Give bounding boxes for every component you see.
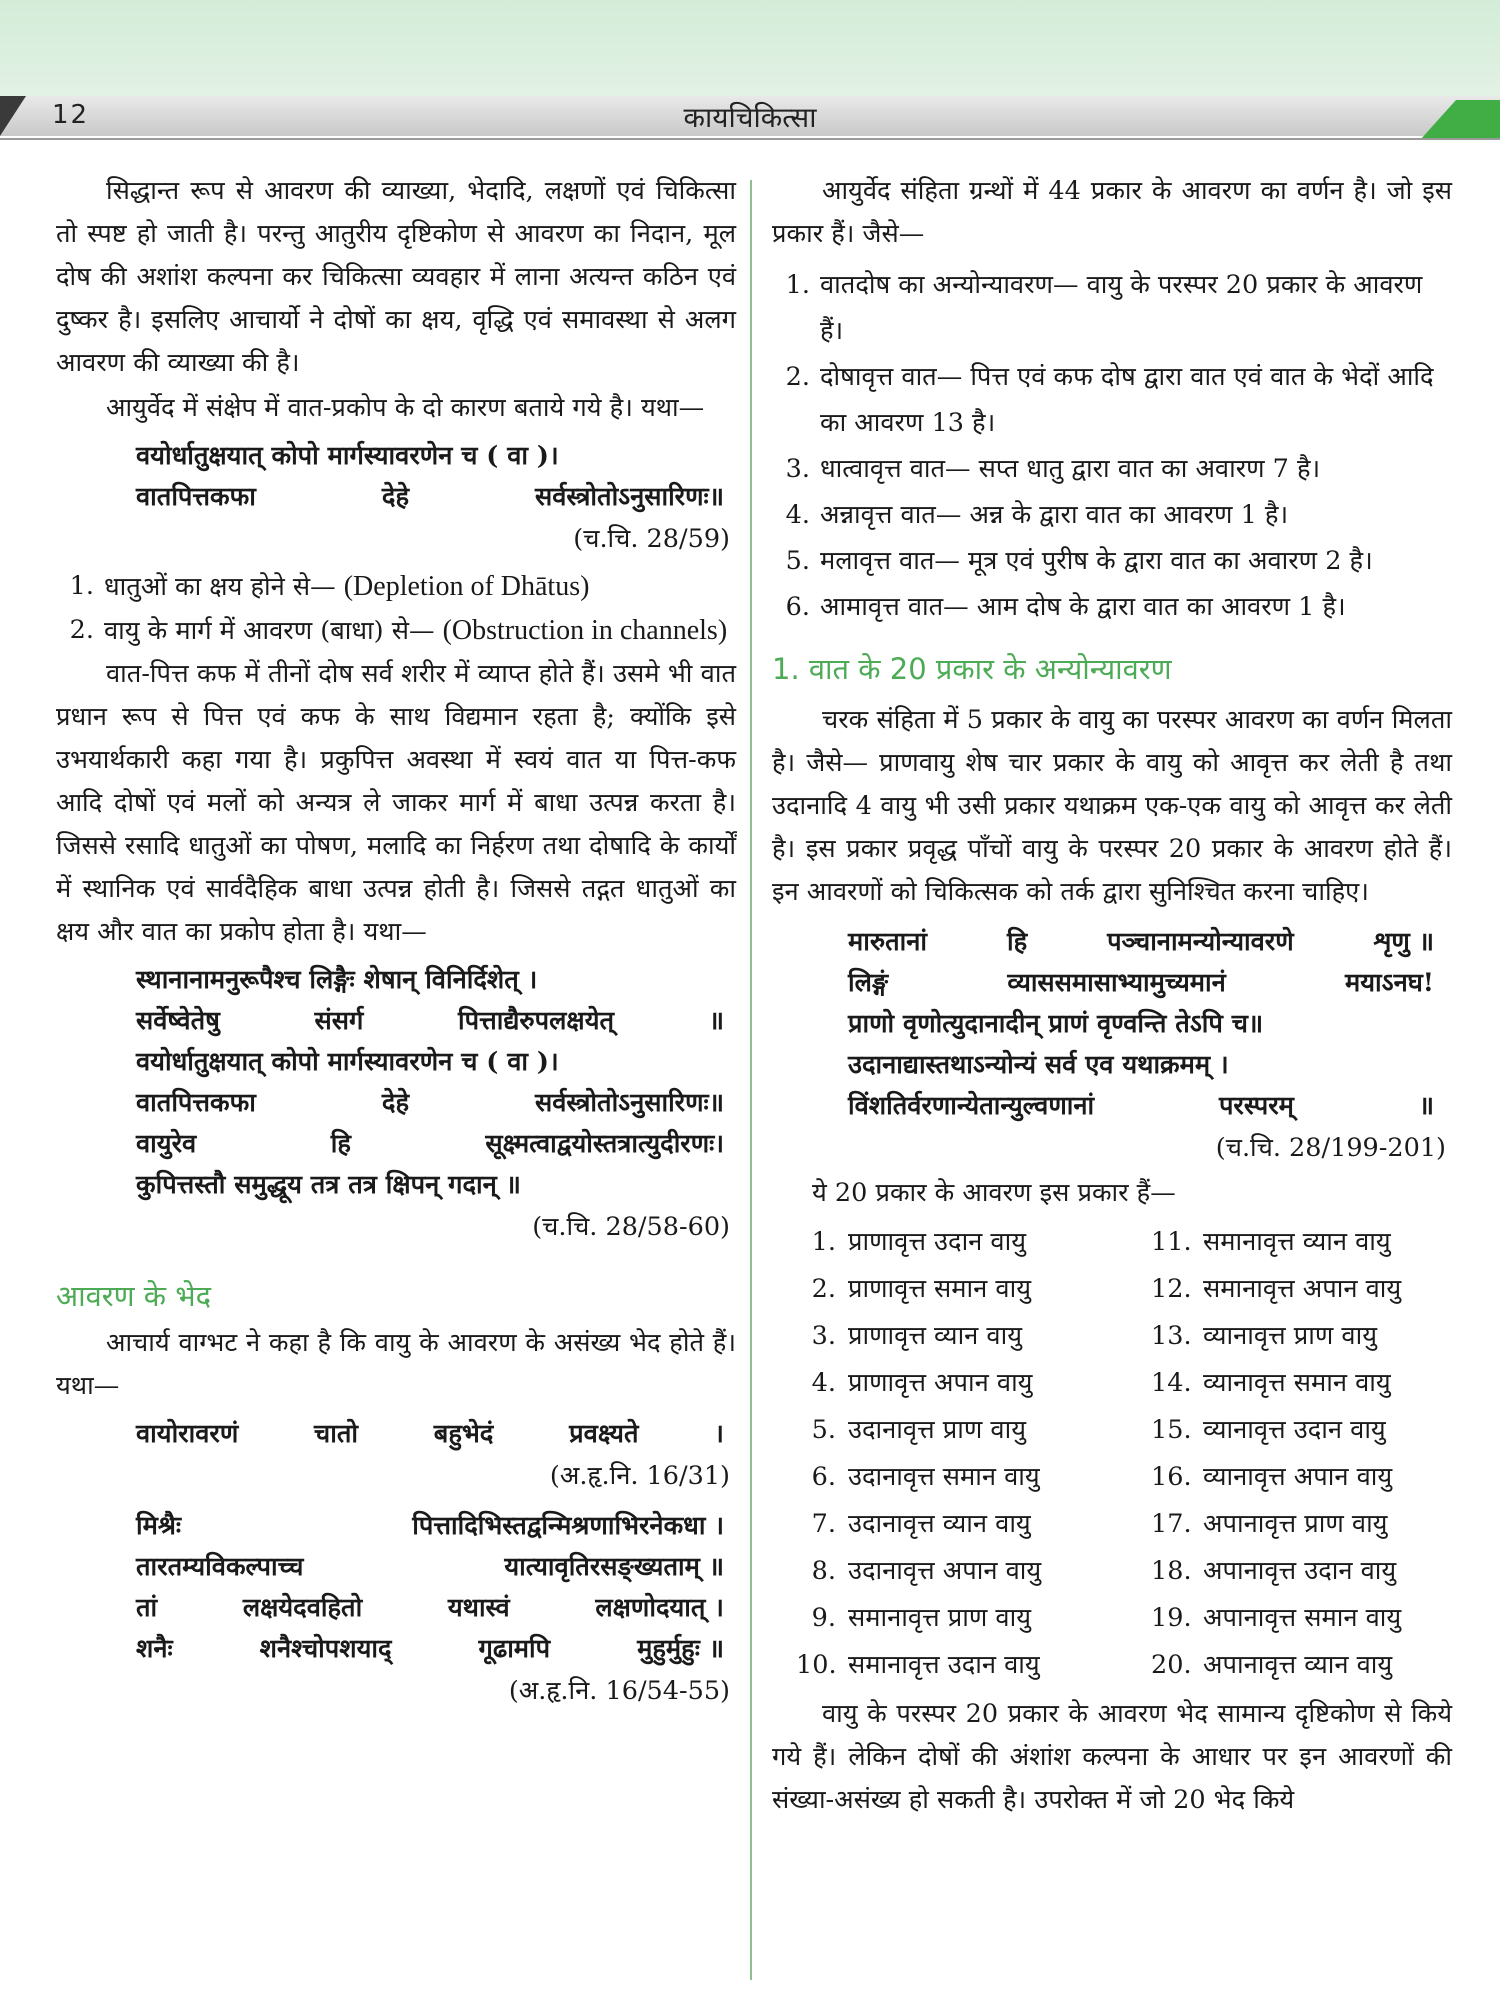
left-section-heading: आवरण के भेद <box>56 1279 212 1313</box>
list-number: 3. <box>785 454 810 484</box>
verse-word: ॥ <box>1418 1091 1434 1121</box>
left-paragraph-2: आयुर्वेद में संक्षेप में वात-प्रकोप के दो कारण बताये गये है। यथा— <box>106 393 705 423</box>
list-text: व्यानावृत्त उदान वायु <box>1203 1415 1386 1445</box>
list-number: 13. <box>1151 1321 1192 1351</box>
list-number: 14. <box>1151 1368 1192 1398</box>
list-number: 8. <box>811 1556 836 1586</box>
list-text: प्राणावृत्त अपान वायु <box>848 1368 1033 1398</box>
twenty-types-list-left <box>796 1219 1151 1689</box>
left-verse-2 <box>56 960 736 1206</box>
verse-word: बहुभेदं <box>433 1419 494 1449</box>
left-paragraph-3: वात-पित्त कफ में तीनों दोष सर्व शरीर में व्याप्त होते हैं। उसमे भी वात प्रधान रूप से पित्त एवं कफ के साथ विद्यमान रहता है; क्योंकि इसे उभयार्थकारी कहा गया है। प्रकुपित्त अवस्था में स्वयं वात या पित्त-कफ आदि दोषों एवं मलों को अन्यत्र ले जाकर मार्ग में बाधा उत्पन्न करता है। जिससे रसादि धातुओं का पोषण, मलादि का निर्हरण तथा दोषादि के कार्यों में स्थानिक एवं सार्वदैहिक बाधा उत्पन्न होती है। जिससे तद्गत धातुओं का क्षय और वात का प्रकोप होता है। यथा— <box>56 659 736 947</box>
list-text-hindi: वायु के मार्ग में आवरण (बाधा) से— <box>104 616 435 646</box>
list-item <box>1151 1266 1476 1313</box>
list-text: व्यानावृत्त प्राण वायु <box>1203 1321 1378 1351</box>
list-text-english: (Depletion of Dhātus) <box>343 571 590 602</box>
right-section-heading: 1. वात के 20 प्रकार के अन्योन्यावरण <box>772 652 1172 686</box>
list-item <box>796 1454 1151 1501</box>
list-text: उदानावृत्त अपान वायु <box>848 1556 1042 1586</box>
list-item <box>772 492 1452 538</box>
list-number: 15. <box>1151 1415 1192 1445</box>
verse-word: तां <box>136 1593 158 1623</box>
verse-word: पित्तादिभिस्तद्वन्मिश्रणाभिरनेकधा । <box>412 1511 724 1541</box>
list-item <box>56 609 736 653</box>
list-text: प्राणावृत्त व्यान वायु <box>848 1321 1023 1351</box>
list-text: समानावृत्त व्यान वायु <box>1203 1227 1391 1257</box>
left-column <box>56 170 736 1713</box>
right-paragraph-3: ये 20 प्रकार के आवरण इस प्रकार हैं— <box>812 1178 1176 1208</box>
left-cause-list <box>56 565 736 653</box>
list-number: 19. <box>1151 1603 1192 1633</box>
list-item <box>772 584 1452 630</box>
list-text: मलावृत्त वात— मूत्र एवं पुरीष के द्वारा वात का अवारण 2 है। <box>820 546 1373 576</box>
list-item <box>1151 1454 1476 1501</box>
list-item <box>56 565 736 609</box>
list-number: 4. <box>785 500 810 530</box>
verse-word: सर्वस्त्रोतोऽनुसारिणः॥ <box>535 482 724 512</box>
list-text: अपानावृत्त व्यान वायु <box>1203 1650 1393 1680</box>
list-text: दोषावृत्त वात— पित्त एवं कफ दोष द्वारा वात एवं वात के भेदों आदि का आवरण 13 है। <box>820 362 1434 438</box>
verse-line <box>136 1042 736 1083</box>
list-text: व्यानावृत्त अपान वायु <box>1203 1462 1393 1492</box>
verse-word: मारुतानां <box>848 927 927 957</box>
list-number: 2. <box>785 362 810 392</box>
running-title: कायचिकित्सा <box>683 101 817 134</box>
list-text: उदानावृत्त प्राण वायु <box>848 1415 1027 1445</box>
list-item <box>1151 1642 1476 1689</box>
verse-word: प्रवक्ष्यते <box>569 1419 639 1449</box>
left-citation-3: (अ.हृ.नि. 16/31) <box>549 1461 730 1491</box>
verse-word: हि <box>1006 927 1028 957</box>
list-text: प्राणावृत्त उदान वायु <box>848 1227 1027 1257</box>
twenty-types-list-right <box>1151 1219 1476 1689</box>
list-number: 10. <box>796 1650 837 1680</box>
verse-line <box>136 1124 736 1165</box>
right-paragraph-2: चरक संहिता में 5 प्रकार के वायु का परस्पर आवरण का वर्णन मिलता है। जैसे— प्राणवायु शेष चार प्रकार के वायु को आवृत्त कर लेती है तथा उदानादि 4 वायु भी उसी प्रकार यथाक्रम एक-एक वायु को आवृत्त कर लेती है। इस प्रकार प्रवृद्ध पाँचों वायु के परस्पर 20 प्रकार के आवरण होते हैं। इन आवरणों को चिकित्सक को तर्क द्वारा सुनिश्चित करना चाहिए। <box>772 705 1452 907</box>
list-item <box>1151 1595 1476 1642</box>
left-paragraph-1: सिद्धान्त रूप से आवरण की व्याख्या, भेदादि, लक्षणों एवं चिकित्सा तो स्पष्ट हो जाती है। परन्तु आतुरीय दृष्टिकोण से आवरण का निदान, मूल दोष की अशांश कल्पना कर चिकित्सा व्यवहार में लाना अत्यन्त कठिन एवं दुष्कर है। इसलिए आचार्यो ने दोषों का क्षय, वृद्धि एवं समावस्था से अलग आवरण की व्याख्या की है। <box>56 176 736 378</box>
right-column <box>772 170 1452 1822</box>
verse-line <box>136 1001 736 1042</box>
list-item <box>772 262 1452 354</box>
verse-line <box>848 1045 1452 1086</box>
verse-line <box>136 1588 736 1629</box>
list-number: 1. <box>811 1227 836 1257</box>
list-item <box>772 446 1452 492</box>
verse-word: यथास्वं <box>447 1593 510 1623</box>
verse-line <box>136 960 736 1001</box>
verse-word: व्याससमासाभ्यामुच्यमानं <box>1007 968 1226 998</box>
list-item <box>772 354 1452 446</box>
list-number: 1. <box>69 571 94 601</box>
verse-word: मिश्रैः <box>136 1511 182 1541</box>
verse-line <box>136 1165 736 1206</box>
list-item <box>796 1407 1151 1454</box>
column-divider <box>750 180 752 1980</box>
list-item <box>1151 1313 1476 1360</box>
left-citation-1: (च.चि. 28/59) <box>573 524 730 554</box>
list-number: 5. <box>811 1415 836 1445</box>
verse-word: वायुरेव <box>136 1129 197 1159</box>
verse-word: कुपित्तस्तौ समुद्धूय तत्र तत्र क्षिपन् गदान् ॥ <box>136 1170 521 1200</box>
left-verse-1 <box>56 436 736 518</box>
list-number: 18. <box>1151 1556 1192 1586</box>
list-text: प्राणावृत्त समान वायु <box>848 1274 1031 1304</box>
right-avarana-list <box>772 262 1452 630</box>
list-item <box>796 1642 1151 1689</box>
header-rule <box>0 138 1500 140</box>
verse-word: हि <box>330 1129 351 1159</box>
verse-line <box>136 1547 736 1588</box>
verse-line <box>136 477 736 518</box>
list-number: 6. <box>811 1462 836 1492</box>
left-verse-4 <box>56 1506 736 1670</box>
verse-word: । <box>714 1419 724 1449</box>
list-item <box>1151 1407 1476 1454</box>
list-text: अपानावृत्त उदान वायु <box>1203 1556 1397 1586</box>
list-number: 12. <box>1151 1274 1192 1304</box>
verse-word: मुहुर्मुहुः ॥ <box>637 1634 724 1664</box>
page-number: 12 <box>52 100 90 130</box>
list-item <box>796 1548 1151 1595</box>
verse-word: वायोरावरणं <box>136 1419 239 1449</box>
list-text: व्यानावृत्त समान वायु <box>1203 1368 1391 1398</box>
verse-word: वातपित्तकफा <box>136 482 256 512</box>
verse-word: देहे <box>381 1088 409 1118</box>
list-item <box>796 1360 1151 1407</box>
verse-word: ॥ <box>708 1006 724 1036</box>
verse-line <box>136 1083 736 1124</box>
list-item <box>1151 1360 1476 1407</box>
list-number: 9. <box>811 1603 836 1633</box>
right-verse-1 <box>772 922 1452 1127</box>
verse-word: प्राणो वृणोत्युदानादीन् प्राणं वृण्वन्ति तेऽपि च॥ <box>848 1009 1264 1039</box>
list-text: उदानावृत्त व्यान वायु <box>848 1509 1031 1539</box>
list-text-english: (Obstruction in channels) <box>442 615 728 646</box>
list-item <box>772 538 1452 584</box>
verse-word: स्थानानामनुरूपैश्च लिङ्गैः शेषान् विनिर्दिशेत् । <box>136 965 538 995</box>
verse-word: वातपित्तकफा <box>136 1088 256 1118</box>
left-verse-3 <box>56 1414 736 1455</box>
verse-line <box>136 1506 736 1547</box>
verse-word: सर्वस्त्रोतोऽनुसारिणः॥ <box>535 1088 724 1118</box>
left-citation-2: (च.चि. 28/58-60) <box>532 1212 730 1242</box>
verse-line <box>848 1086 1452 1127</box>
list-item <box>796 1313 1151 1360</box>
list-text: अपानावृत्त प्राण वायु <box>1203 1509 1388 1539</box>
verse-word: परस्परम् <box>1218 1091 1294 1121</box>
verse-word: सूक्ष्मत्वाद्वयोस्तत्रात्युदीरणः। <box>485 1129 724 1159</box>
list-text: समानावृत्त प्राण वायु <box>848 1603 1031 1633</box>
right-paragraph-1: आयुर्वेद संहिता ग्रन्थों में 44 प्रकार के आवरण का वर्णन है। जो इस प्रकार हैं। जैसे— <box>772 176 1452 249</box>
right-paragraph-4: वायु के परस्पर 20 प्रकार के आवरण भेद सामान्य दृष्टिकोण से किये गये हैं। लेकिन दोषों की अंशांश कल्पना के आधार पर इन आवरणों की संख्या-असंख्य हो सकती है। उपरोक्त में जो 20 भेद किये <box>772 1699 1452 1815</box>
list-item <box>1151 1219 1476 1266</box>
verse-word: लिङ्गं <box>848 968 889 998</box>
verse-line <box>136 1629 736 1670</box>
list-text: अन्नावृत्त वात— अन्न के द्वारा वात का आवरण 1 है। <box>820 500 1289 530</box>
verse-word: संसर्ग <box>314 1006 364 1036</box>
top-band <box>0 0 1500 100</box>
verse-word: विंशतिर्वरणान्येतान्युल्वणानां <box>848 1091 1095 1121</box>
list-item <box>796 1219 1151 1266</box>
list-text: अपानावृत्त समान वायु <box>1203 1603 1402 1633</box>
verse-word: शनैश्चोपशयाद् <box>259 1634 392 1664</box>
list-text: समानावृत्त अपान वायु <box>1203 1274 1402 1304</box>
verse-word: पञ्चानामन्योन्यावरणे <box>1107 927 1294 957</box>
verse-line <box>848 922 1452 963</box>
verse-word: वयोर्धातुक्षयात् कोपो मार्गस्यावरणेन च ( वा )। <box>136 1047 559 1077</box>
list-item <box>796 1266 1151 1313</box>
list-number: 1. <box>785 270 810 300</box>
verse-word: तारतम्यविकल्पाच्च <box>136 1552 304 1582</box>
list-text: उदानावृत्त समान वायु <box>848 1462 1040 1492</box>
list-number: 20. <box>1151 1650 1192 1680</box>
verse-word: मयाऽनघ! <box>1345 968 1434 998</box>
list-number: 11. <box>1151 1227 1192 1257</box>
verse-line <box>848 963 1452 1004</box>
list-text-hindi: धातुओं का क्षय होने से— <box>104 572 336 602</box>
verse-word: गूढामपि <box>478 1634 551 1664</box>
verse-word: लक्षणोदयात् । <box>595 1593 724 1623</box>
verse-line <box>136 1414 736 1455</box>
list-item <box>1151 1548 1476 1595</box>
right-citation-1: (च.चि. 28/199-201) <box>1215 1133 1446 1163</box>
verse-word: लक्षयेदवहितो <box>242 1593 363 1623</box>
list-text <box>104 565 736 609</box>
verse-word: पित्ताद्यैरुपलक्षयेत् <box>458 1006 615 1036</box>
list-item <box>796 1501 1151 1548</box>
list-text: समानावृत्त उदान वायु <box>848 1650 1040 1680</box>
list-number: 16. <box>1151 1462 1192 1492</box>
list-item <box>796 1595 1151 1642</box>
list-number: 17. <box>1151 1509 1192 1539</box>
list-item <box>1151 1501 1476 1548</box>
verse-word: सर्वेष्वेतेषु <box>136 1006 220 1036</box>
list-number: 2. <box>69 615 94 645</box>
list-number: 7. <box>811 1509 836 1539</box>
list-text <box>104 609 736 653</box>
verse-word: वयोर्धातुक्षयात् कोपो मार्गस्यावरणेन च ( वा )। <box>136 441 559 471</box>
verse-word: चातो <box>314 1419 358 1449</box>
list-number: 6. <box>785 592 810 622</box>
list-text: वातदोष का अन्योन्यावरण— वायु के परस्पर 20 प्रकार के आवरण हैं। <box>820 270 1423 346</box>
verse-word: यात्यावृतिरसङ्ख्यताम् ॥ <box>504 1552 724 1582</box>
left-citation-4: (अ.हृ.नि. 16/54-55) <box>508 1676 730 1706</box>
list-text: धात्वावृत्त वात— सप्त धातु द्वारा वात का अवारण 7 है। <box>820 454 1321 484</box>
left-paragraph-4: आचार्य वाग्भट ने कहा है कि वायु के आवरण के असंख्य भेद होते हैं। यथा— <box>56 1328 736 1401</box>
twenty-types-list <box>772 1219 1452 1689</box>
verse-word: शनैः <box>136 1634 173 1664</box>
verse-line <box>136 436 736 477</box>
list-number: 3. <box>811 1321 836 1351</box>
verse-word: शृणु ॥ <box>1373 927 1434 957</box>
list-text: आमावृत्त वात— आम दोष के द्वारा वात का आवरण 1 है। <box>820 592 1346 622</box>
list-number: 5. <box>785 546 810 576</box>
list-number: 4. <box>811 1368 836 1398</box>
verse-word: उदानाद्यास्तथाऽन्योन्यं सर्व एव यथाक्रमम् । <box>848 1050 1229 1080</box>
list-number: 2. <box>811 1274 836 1304</box>
verse-line <box>848 1004 1452 1045</box>
verse-word: देहे <box>381 482 409 512</box>
